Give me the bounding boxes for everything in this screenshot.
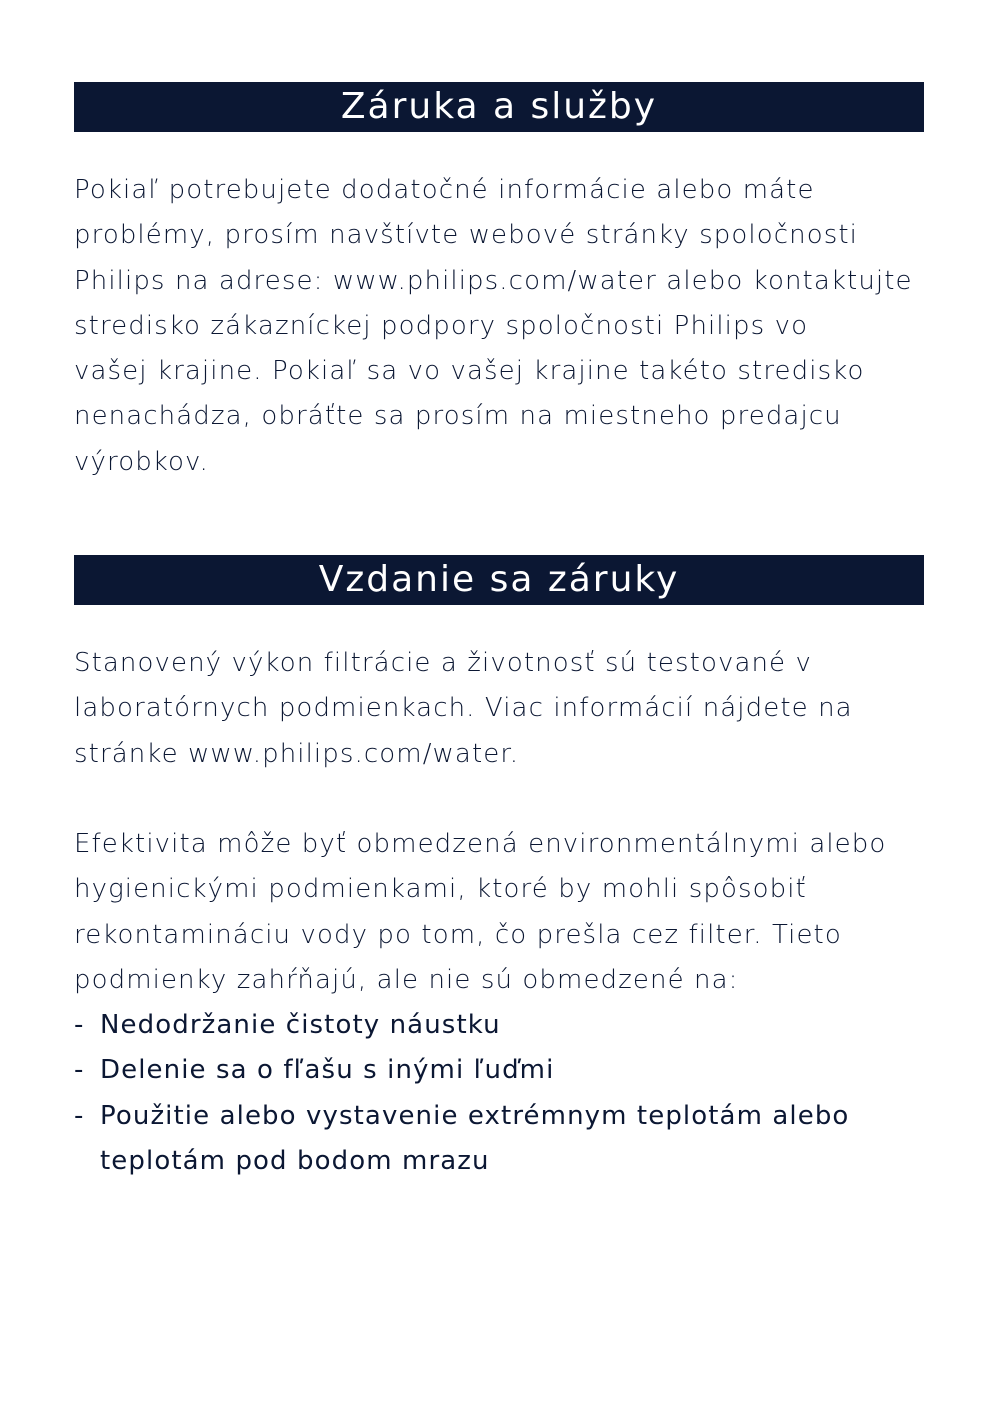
disclaimer-paragraph-2: Efektivita môže byť obmedzená environmentálnymi alebo hygienickými podmienkami, ktoré by mohli spôsobiť rekontamináciu vody po tom, čo prešla cez filter. Tieto podmienky zahŕňajú, ale nie sú obmedzené na:	[74, 829, 887, 995]
list-item	[74, 1094, 924, 1185]
disclaimer-paragraph-1: Stanovený výkon filtrácie a životnosť sú testované v laboratórnych podmienkach. Viac informácií nájdete na stránke www.philips.com/water.	[74, 648, 853, 769]
list-item	[74, 1048, 924, 1093]
warranty-paragraph: Pokiaľ potrebujete dodatočné informácie alebo máte problémy, prosím navštívte webové stránky spoločnosti Philips na adrese: www.philips.com/water alebo kontaktujte stredisko zákazníckej podpory spoločnosti Philips vo vašej krajine. Pokiaľ sa vo vašej krajine takéto stredisko nenachádza, obráťte sa prosím na miestneho predajcu výrobkov.	[74, 175, 913, 477]
list-item-text: Použitie alebo vystavenie extrémnym teplotám alebo teplotám pod bodom mrazu	[100, 1100, 850, 1176]
list-item-text: Nedodržanie čistoty náustku	[100, 1010, 501, 1040]
section-heading-disclaimer-text: Vzdanie sa záruky	[318, 559, 680, 600]
bullet-dash: -	[74, 1010, 85, 1040]
section-heading-warranty	[74, 82, 924, 132]
section-heading-warranty-text: Záruka a služby	[340, 86, 658, 127]
conditions-list	[74, 1003, 924, 1184]
section-heading-disclaimer	[74, 555, 924, 605]
list-item-text: Delenie sa o fľašu s inými ľuďmi	[100, 1055, 555, 1086]
bullet-dash: -	[74, 1055, 85, 1086]
bullet-dash: -	[74, 1100, 85, 1131]
list-item	[74, 1003, 924, 1048]
